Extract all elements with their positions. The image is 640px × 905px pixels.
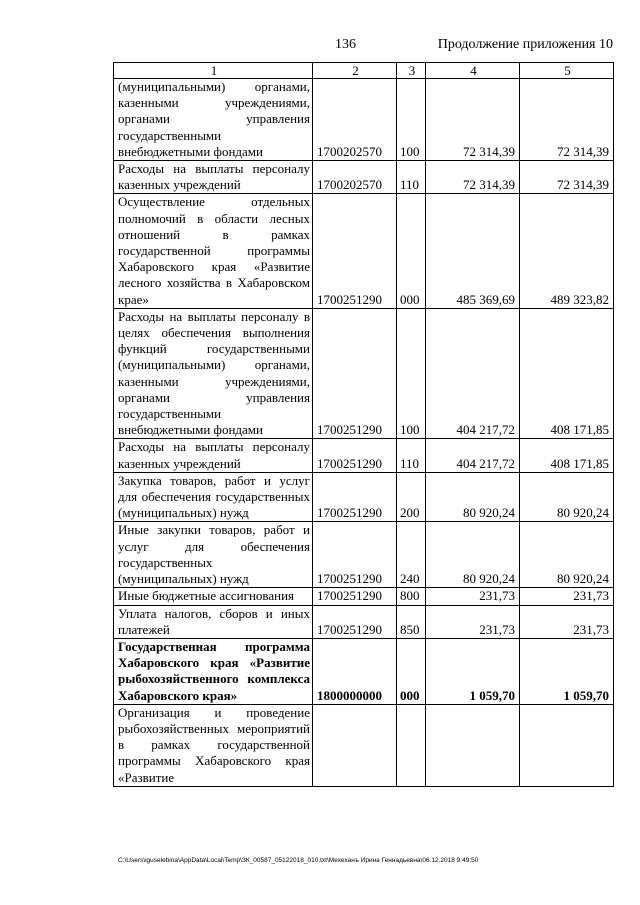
row-group-cell: 110 <box>397 161 426 194</box>
row-code-cell: 1700251290 <box>313 605 397 638</box>
row-name-cell: Расходы на выплаты персоналу казенных учреждений <box>114 161 313 194</box>
page-number: 136 <box>335 37 356 52</box>
table-row <box>114 161 614 194</box>
row-value-2-cell: 72 314,39 <box>520 161 614 194</box>
row-group-cell: 850 <box>397 605 426 638</box>
row-code-cell: 1700251290 <box>313 194 397 308</box>
table-row <box>114 439 614 472</box>
row-code-cell: 1700251290 <box>313 588 397 605</box>
row-code-cell: 1700251290 <box>313 308 397 439</box>
row-value-2-cell: 231,73 <box>520 588 614 605</box>
column-header-3: 3 <box>397 63 426 79</box>
row-group-cell: 200 <box>397 472 426 522</box>
row-value-2-cell: 80 920,24 <box>520 522 614 588</box>
row-name-cell: Осуществление отдельных полномочий в области лесных отношений в рамках государственной программы Хабаровского края «Развитие лесного хозяйства в Хабаровском крае» <box>114 194 313 308</box>
row-value-1-cell: 1 059,70 <box>426 638 520 704</box>
table-header-row <box>114 63 614 79</box>
row-value-2-cell: 408 171,85 <box>520 308 614 439</box>
row-code-cell: 1700202570 <box>313 79 397 161</box>
row-value-2-cell: 231,73 <box>520 605 614 638</box>
row-group-cell: 000 <box>397 638 426 704</box>
row-value-1-cell: 231,73 <box>426 605 520 638</box>
appendix-continuation-label: Продолжение приложения 10 <box>437 37 613 52</box>
row-name-cell: Расходы на выплаты персоналу казенных учреждений <box>114 439 313 472</box>
row-value-2-cell: 80 920,24 <box>520 472 614 522</box>
row-value-1-cell: 80 920,24 <box>426 472 520 522</box>
row-value-1-cell: 485 369,69 <box>426 194 520 308</box>
row-value-1-cell: 404 217,72 <box>426 308 520 439</box>
row-value-1-cell: 231,73 <box>426 588 520 605</box>
row-group-cell: 110 <box>397 439 426 472</box>
table-row <box>114 638 614 704</box>
row-code-cell: 1700251290 <box>313 472 397 522</box>
row-value-1-cell: 80 920,24 <box>426 522 520 588</box>
row-value-1-cell: 404 217,72 <box>426 439 520 472</box>
row-group-cell <box>397 704 426 786</box>
table-row <box>114 79 614 161</box>
row-value-1-cell: 72 314,39 <box>426 161 520 194</box>
row-name-cell: Расходы на выплаты персоналу в целях обеспечения выполнения функций государственными (муниципальными) органами, казенными учреждениями, органами управления государственными внебюджетными фондами <box>114 308 313 439</box>
row-group-cell: 100 <box>397 308 426 439</box>
row-value-1-cell: 72 314,39 <box>426 79 520 161</box>
row-name-cell: Закупка товаров, работ и услуг для обеспечения государственных (муниципальных) нужд <box>114 472 313 522</box>
row-code-cell: 1700251290 <box>313 439 397 472</box>
row-value-2-cell <box>520 704 614 786</box>
table-row <box>114 588 614 605</box>
table-row <box>114 522 614 588</box>
table-row <box>114 472 614 522</box>
row-name-cell: Государственная программа Хабаровского края «Развитие рыбохозяйственного комплекса Хабаровского края» <box>114 638 313 704</box>
table-row <box>114 704 614 786</box>
row-code-cell: 1700202570 <box>313 161 397 194</box>
budget-table <box>113 62 614 787</box>
row-value-2-cell: 1 059,70 <box>520 638 614 704</box>
row-name-cell: Иные бюджетные ассигнования <box>114 588 313 605</box>
row-group-cell: 240 <box>397 522 426 588</box>
table-row <box>114 605 614 638</box>
column-header-2: 2 <box>313 63 397 79</box>
row-code-cell: 1700251290 <box>313 522 397 588</box>
row-value-2-cell: 489 323,82 <box>520 194 614 308</box>
row-code-cell <box>313 704 397 786</box>
table-row <box>114 308 614 439</box>
file-path-footer: C:\Users\iguselebina\AppData\Local\Temp\ЗК_00587_05122018_010.txt\Мехеханъ Ирина Геннадьевна\06.12.2018 9:49:50 <box>118 857 479 864</box>
row-group-cell: 800 <box>397 588 426 605</box>
row-name-cell: Иные закупки товаров, работ и услуг для обеспечения государственных (муниципальных) нужд <box>114 522 313 588</box>
row-code-cell: 1800000000 <box>313 638 397 704</box>
row-value-2-cell: 72 314,39 <box>520 79 614 161</box>
row-value-1-cell <box>426 704 520 786</box>
table-row <box>114 194 614 308</box>
row-value-2-cell: 408 171,85 <box>520 439 614 472</box>
row-group-cell: 000 <box>397 194 426 308</box>
row-group-cell: 100 <box>397 79 426 161</box>
column-header-1: 1 <box>114 63 313 79</box>
column-header-5: 5 <box>520 63 614 79</box>
row-name-cell: Уплата налогов, сборов и иных платежей <box>114 605 313 638</box>
column-header-4: 4 <box>426 63 520 79</box>
row-name-cell: (муниципальными) органами, казенными учреждениями, органами управления государственными внебюджетными фондами <box>114 79 313 161</box>
row-name-cell: Организация и проведение рыбохозяйственных мероприятий в рамках государственной программы Хабаровского края «Развитие <box>114 704 313 786</box>
